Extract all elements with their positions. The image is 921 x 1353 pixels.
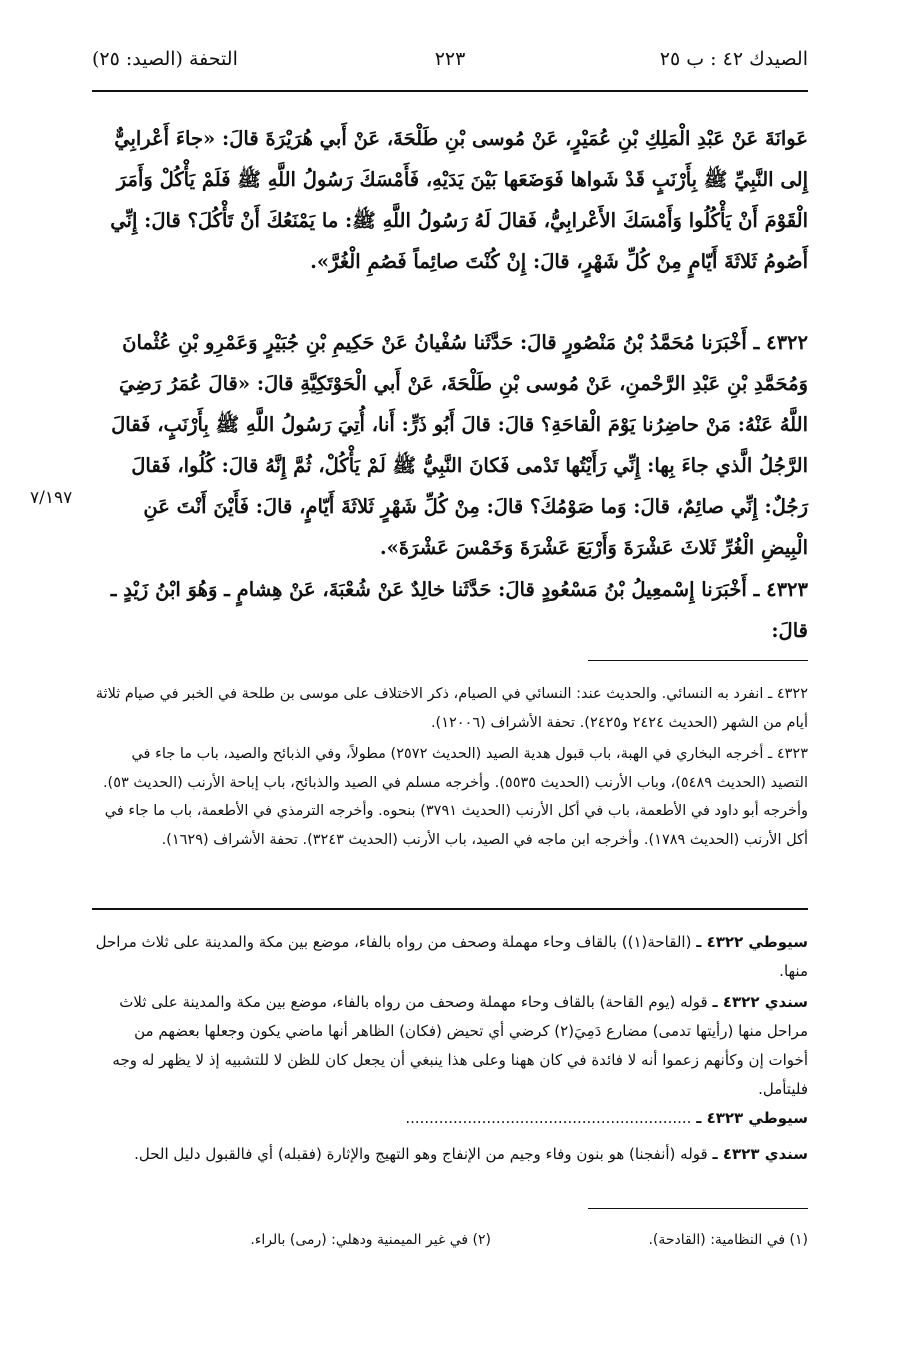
hadith-4323 <box>92 569 808 651</box>
commentary-dots: ............................................................ <box>405 1109 692 1127</box>
hadith-4322 <box>92 322 808 568</box>
commentary-label: سيوطي ٤٣٢٢ ـ <box>696 933 808 951</box>
page-number: ٢٢٣ <box>434 48 466 70</box>
hadith-number: ٤٣٢٢ <box>766 331 808 354</box>
commentary-label: سندي ٤٣٢٢ ـ <box>712 993 808 1011</box>
hadith-text-continuation: عَوانَةَ عَنْ عَبْدِ الْمَلِكِ بْنِ عُمَيْرٍ، عَنْ مُوسى بْنِ طَلْحَةَ، عَنْ أَبي هُرَيْرَةَ قالَ: «جاءَ أَعْرابِيٌّ إِلى النَّبِيِّ ﷺ بِأَرْنَبٍ قَدْ شَواها فَوَضَعَها بَيْنَ يَدَيْهِ، فَأَمْسَكَ رَسُولُ اللَّهِ ﷺ فَلَمْ يَأْكُلْ وَأَمَرَ الْقَوْمَ أَنْ يَأْكُلُوا وَأَمْسَكَ الأَعْرابِيُّ، فَقالَ لَهُ رَسُولُ اللَّهِ ﷺ: ما يَمْنَعُكَ أَنْ تَأْكُلَ؟ قالَ: إِنِّي أَصُومُ ثَلاثَةَ أَيّامٍ مِنْ كُلِّ شَهْرٍ، قالَ: إِنْ كُنْتَ صائِماً فَصُمِ الْغُرَّ». <box>110 127 808 273</box>
takhrij-4322: ٤٣٢٢ ـ انفرد به النسائي. والحديث عند: النسائي في الصيام، ذكر الاختلاف على موسى بن طلحة في الخبر في صيام ثلاثة أيام من الشهر (الحديث ٢٤٢٤ و٢٤٢٥). تحفة الأشراف (١٢٠٠٦). <box>95 686 808 731</box>
footnote-divider <box>588 660 808 661</box>
header-rule <box>92 90 808 92</box>
notes-divider <box>588 1208 808 1209</box>
commentary-suyuti-4322 <box>92 928 808 986</box>
note-2: (٢) في غير الميمنية ودهلي: (رمى) بالراء. <box>250 1232 491 1248</box>
commentary-text: قوله (يوم القاحة) بالقاف وحاء مهملة وصحف من رواه بالفاء، موضع بين مكة والمدينة على ثلاث مراحل منها (رأيتها تدمى) مضارع دَمِيَ(٢) كرضي أي تحيض (فكان) الظاهر أنها ماضي يكون وجعلها بعضهم من أخوات إن وكأنهم زعموا أنه لا فائدة في كان ههنا وعلى هذا ينبغي أن يجعل كان للظن لا للتشبيه إذ لا يظهر له وجه فليتأمل. <box>112 993 808 1098</box>
margin-reference: ٧/١٩٧ <box>30 488 73 508</box>
commentary-text: (القاحة(١)) بالقاف وحاء مهملة وصحف من رواه بالفاء، موضع بين مكة والمدينة على ثلاث مراحل منها. <box>95 933 808 980</box>
takhrij-4323: ٤٣٢٣ ـ أخرجه البخاري في الهبة، باب قبول هدية الصيد (الحديث ٢٥٧٢) مطولاً، وفي الذبائح والصيد، باب ما جاء في التصيد (الحديث ٥٤٨٩)، وباب الأرنب (الحديث ٥٥٣٥). وأخرجه مسلم في الصيد والذبائح، باب إباحة الأرنب (الحديث ٥٣). وأخرجه أبو داود في الأطعمة، باب في أكل الأرنب (الحديث ٣٧٩١) بنحوه. وأخرجه الترمذي في الأطعمة، باب ما جاء في أكل الأرنب (الحديث ١٧٨٩). وأخرجه ابن ماجه في الصيد، باب الأرنب (الحديث ٣٢٤٣). تحفة الأشراف (١٦٢٩). <box>102 746 808 848</box>
header-left: التحفة (الصيد: ٢٥) <box>92 48 238 70</box>
commentary-sindi-4323 <box>92 1140 808 1169</box>
commentary-text: قوله (أنفجنا) هو بنون وفاء وجيم من الإنفاج وهو التهيج والإثارة (فقبله) أي فالقبول دليل الحل. <box>134 1145 708 1163</box>
commentary-label: سيوطي ٤٣٢٣ ـ <box>696 1109 808 1127</box>
commentary-sindi-4322 <box>92 988 808 1104</box>
page-header <box>92 46 808 76</box>
hadith-text: ـ أَخْبَرَنا إِسْمعِيلُ بْنُ مَسْعُودٍ قالَ: حَدَّثَنا خالِدٌ عَنْ شُعْبَةَ، عَنْ هِشامٍ ـ وَهُوَ ابْنُ زَيْدٍ ـ قالَ: <box>110 578 808 642</box>
commentary-label: سندي ٤٣٢٣ ـ <box>712 1145 808 1163</box>
commentary-suyuti-4323 <box>92 1104 808 1133</box>
commentary-divider <box>92 908 808 910</box>
hadith-text: ـ أَخْبَرَنا مُحَمَّدُ بْنُ مَنْصُورٍ قالَ: حَدَّثَنا سُفْيانُ عَنْ حَكِيمِ بْنِ جُبَيْرٍ وَعَمْرِو بْنِ عُثْمانَ وَمُحَمَّدِ بْنِ عَبْدِ الرَّحْمنِ، عَنْ مُوسى بْنِ طَلْحَةَ، عَنْ أَبي الْحَوْتَكِيَّةِ قالَ: «قالَ عُمَرُ رَضِيَ اللَّهُ عَنْهُ: مَنْ حاضِرُنا يَوْمَ الْقاحَةِ؟ قالَ: قالَ أَبُو ذَرٍّ: أَنا، أُتِيَ رَسُولُ اللَّهِ ﷺ بِأَرْنَبٍ، فَقالَ الرَّجُلُ الَّذي جاءَ بِها: إِنِّي رَأَيْتُها تَدْمى فَكانَ النَّبِيُّ ﷺ لَمْ يَأْكُلْ، ثُمَّ إِنَّهُ قالَ: كُلُوا، فَقالَ رَجُلٌ: إِنِّي صائِمٌ، قالَ: وَما صَوْمُكَ؟ قالَ: مِنْ كُلِّ شَهْرٍ ثَلاثَةَ أَيّامٍ، قالَ: فَأَيْنَ أَنْتَ عَنِ الْبِيضِ الْغُرِّ ثَلاثَ عَشْرَةَ وَأَرْبَعَ عَشْرَةَ وَخَمْسَ عَشْرَةَ». <box>111 331 808 559</box>
note-1: (١) في النظامية: (القادحة). <box>648 1232 808 1248</box>
header-right: الصيدك ٤٢ : ب ٢٥ <box>659 48 808 70</box>
hadith-number: ٤٣٢٣ <box>766 578 808 601</box>
